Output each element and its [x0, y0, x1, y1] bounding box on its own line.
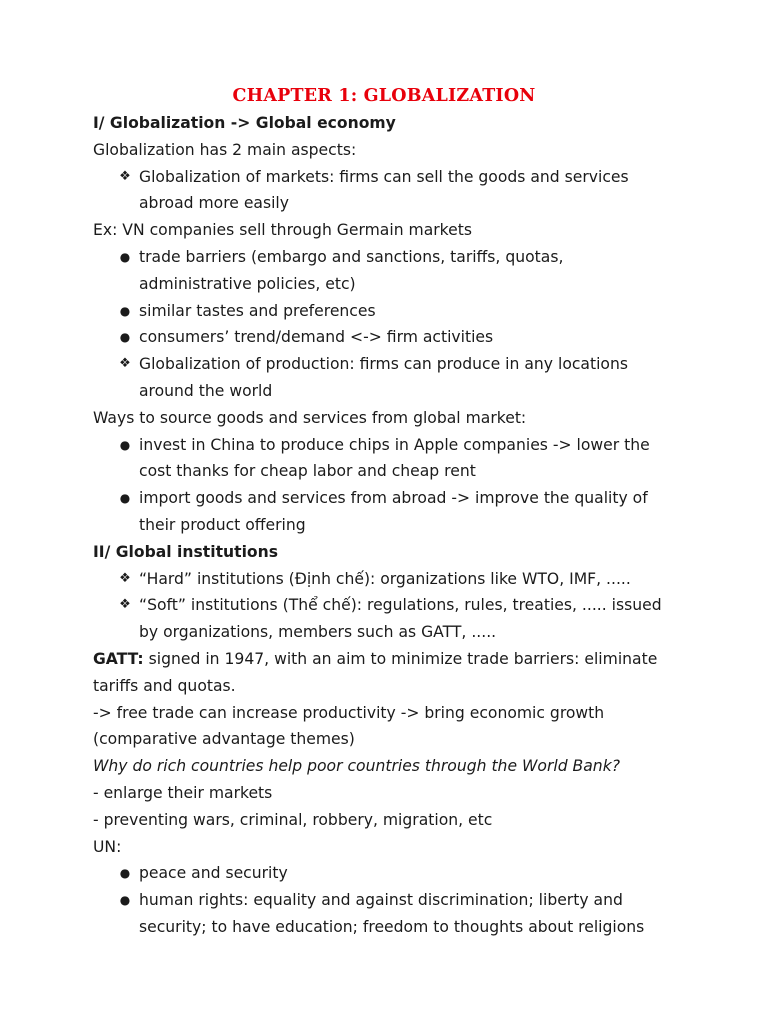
- paragraph-gatt-continued: tariffs and quotas.: [93, 676, 236, 695]
- item-text: invest in China to produce chips in Apple companies -> lower the: [139, 435, 650, 454]
- diamond-item-markets: [93, 164, 693, 218]
- diamond-item-production: [93, 351, 693, 405]
- paragraph-comparative-advantage: (comparative advantage themes): [93, 730, 355, 749]
- item-text: import goods and services from abroad -> improve the quality of: [139, 489, 648, 508]
- item-text: Globalization of production: firms can produce in any locations: [139, 355, 628, 374]
- item-text: cost thanks for cheap labor and cheap rent: [139, 462, 476, 481]
- dot-bullet-icon: ●: [119, 303, 131, 318]
- question-world-bank: Why do rich countries help poor countries through the World Bank?: [93, 757, 620, 776]
- bullet-item-peace-security: [93, 860, 693, 887]
- bullet-item-trade-barriers: [93, 244, 693, 298]
- bullet-item-import-goods: [93, 485, 693, 539]
- item-text: their product offering: [139, 515, 306, 534]
- dot-bullet-icon: ●: [119, 437, 131, 452]
- paragraph-un: UN:: [93, 837, 122, 856]
- section-heading-globalization: I/ Globalization -> Global economy: [93, 114, 396, 132]
- item-text: administrative policies, etc): [139, 274, 356, 293]
- item-text: trade barriers (embargo and sanctions, tariffs, quotas,: [139, 247, 564, 266]
- item-text: security; to have education; freedom to thoughts about religions: [139, 917, 645, 936]
- gatt-label: GATT:: [93, 649, 144, 668]
- diamond-item-hard-institutions: [93, 566, 693, 593]
- item-text: Globalization of markets: firms can sell the goods and services: [139, 167, 629, 186]
- item-text: human rights: equality and against discrimination; liberty and: [139, 891, 623, 910]
- paragraph-ways-to-source: Ways to source goods and services from global market:: [93, 408, 527, 427]
- diamond-bullet-icon: ❖: [119, 597, 131, 613]
- diamond-bullet-icon: ❖: [119, 356, 131, 372]
- diamond-item-soft-institutions: [93, 592, 693, 646]
- bullet-item-similar-tastes: [93, 298, 693, 325]
- item-text: consumers’ trend/demand <-> firm activities: [139, 328, 494, 347]
- item-text: around the world: [139, 381, 273, 400]
- paragraph-aspects-intro: Globalization has 2 main aspects:: [93, 140, 357, 159]
- bullet-item-consumer-trend: [93, 324, 693, 351]
- item-text: by organizations, members such as GATT, .....: [139, 623, 497, 642]
- diamond-bullet-icon: ❖: [119, 570, 131, 586]
- document-body: [93, 110, 693, 941]
- dot-bullet-icon: ●: [119, 893, 131, 908]
- paragraph-gatt: [93, 646, 693, 673]
- dot-bullet-icon: ●: [119, 330, 131, 345]
- diamond-bullet-icon: ❖: [119, 168, 131, 184]
- dot-bullet-icon: ●: [119, 491, 131, 506]
- paragraph-example: Ex: VN companies sell through Germain markets: [93, 221, 472, 240]
- item-text: peace and security: [139, 864, 288, 883]
- item-text: similar tastes and preferences: [139, 301, 376, 320]
- chapter-title: CHAPTER 1: GLOBALIZATION: [232, 86, 536, 106]
- answer-preventing-wars: - preventing wars, criminal, robbery, migration, etc: [93, 810, 493, 829]
- answer-enlarge-markets: - enlarge their markets: [93, 783, 273, 802]
- section-heading-institutions: II/ Global institutions: [93, 542, 279, 561]
- paragraph-free-trade: -> free trade can increase productivity -> bring economic growth: [93, 703, 605, 722]
- dot-bullet-icon: ●: [119, 866, 131, 881]
- item-text: abroad more easily: [139, 194, 289, 213]
- gatt-text: signed in 1947, with an aim to minimize trade barriers: eliminate: [143, 649, 658, 668]
- item-text: “Soft” institutions (Thể chế): regulations, rules, treaties, ..... issued: [139, 596, 662, 615]
- dot-bullet-icon: ●: [119, 249, 131, 264]
- item-text: “Hard” institutions (Định chế): organizations like WTO, IMF, .....: [139, 569, 631, 588]
- bullet-item-invest-china: [93, 432, 693, 486]
- bullet-item-human-rights: [93, 887, 693, 941]
